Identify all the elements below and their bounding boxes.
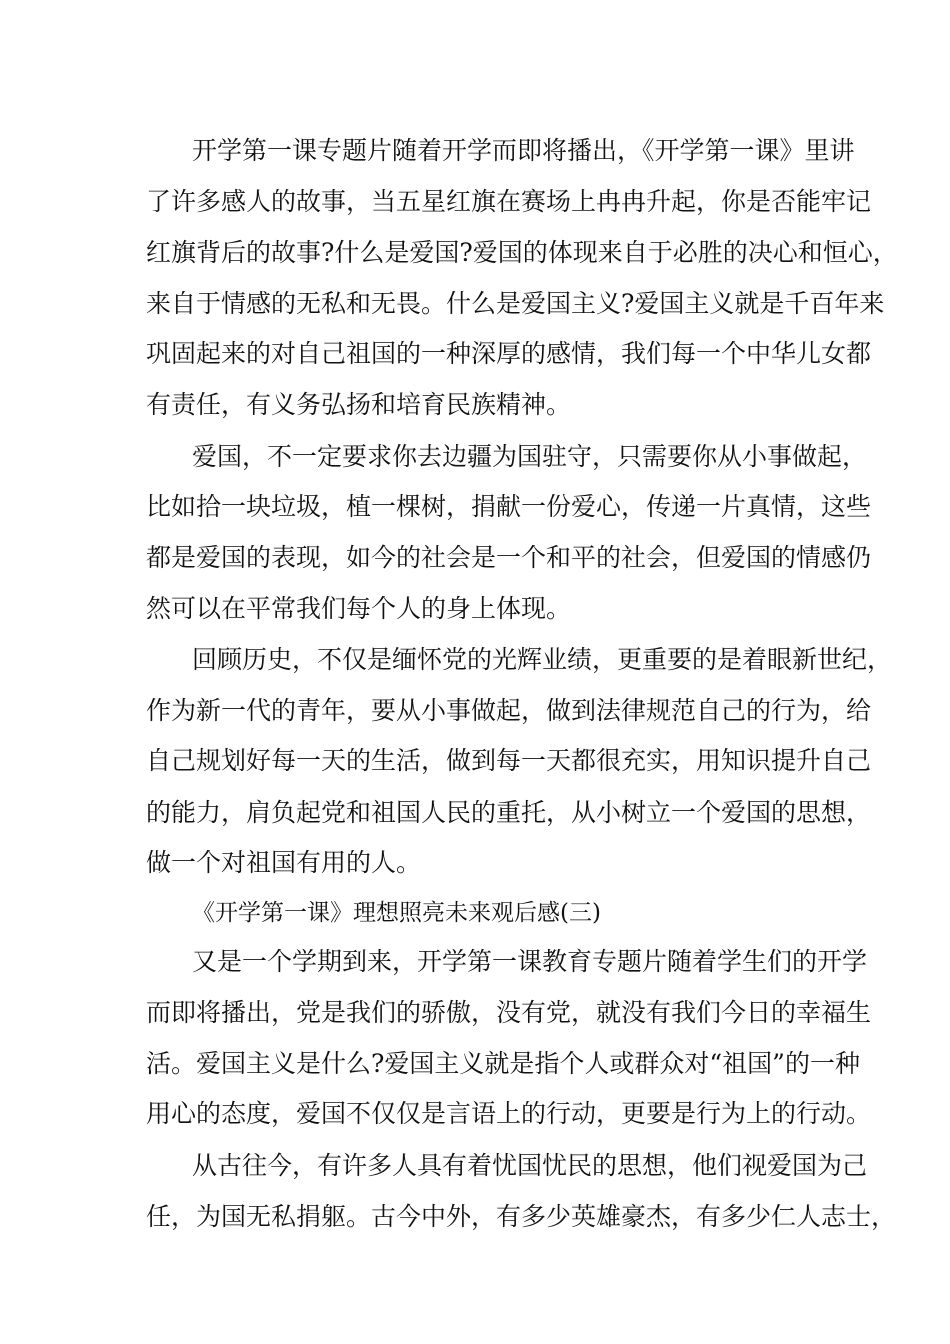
paragraph-3-line-4: 的能力，肩负起党和祖国人民的重托，从小树立一个爱国的思想， — [146, 798, 872, 827]
section-heading: 《开学第一课》理想照亮未来观后感(三) — [192, 900, 601, 926]
paragraph-1-line-6: 有责任，有义务弘扬和培育民族精神。 — [146, 390, 572, 419]
paragraph-4-line-4: 用心的态度，爱国不仅仅是言语上的行动，更要是行为上的行动。 — [146, 1099, 872, 1128]
paragraph-3-line-5: 做一个对祖国有用的人。 — [146, 848, 422, 877]
paragraph-2-line-3: 都是爱国的表现，如今的社会是一个和平的社会，但爱国的情感仍 — [146, 543, 872, 572]
paragraph-5-line-1: 从古往今，有许多人具有着忧国忧民的思想，他们视爱国为己 — [192, 1151, 868, 1180]
paragraph-5-line-2: 任，为国无私捐躯。古今中外，有多少英雄豪杰，有多少仁人志士， — [146, 1202, 897, 1231]
paragraph-1-line-5: 巩固起来的对自己祖国的一种深厚的感情，我们每一个中华儿女都 — [146, 339, 872, 368]
paragraph-1-line-3: 红旗背后的故事?什么是爱国?爱国的体现来自于必胜的决心和恒心， — [146, 238, 898, 267]
paragraph-1-line-4: 来自于情感的无私和无畏。什么是爱国主义?爱国主义就是千百年来 — [146, 289, 885, 318]
paragraph-4-line-3: 活。爱国主义是什么?爱国主义就是指个人或群众对“祖国”的一种 — [146, 1049, 860, 1078]
paragraph-2-line-2: 比如拾一块垃圾，植一棵树，捐献一份爱心，传递一片真情，这些 — [146, 492, 872, 521]
paragraph-3-line-1: 回顾历史，不仅是缅怀党的光辉业绩，更重要的是着眼新世纪， — [192, 645, 893, 674]
paragraph-2-line-1: 爱国，不一定要求你去边疆为国驻守，只需要你从小事做起， — [192, 442, 868, 471]
paragraph-2-line-4: 然可以在平常我们每个人的身上体现。 — [146, 594, 572, 623]
paragraph-1-line-2: 了许多感人的故事，当五星红旗在赛场上冉冉升起，你是否能牢记 — [146, 187, 872, 216]
paragraph-3-line-3: 自己规划好每一天的生活，做到每一天都很充实，用知识提升自己 — [146, 746, 872, 775]
paragraph-4-line-1: 又是一个学期到来，开学第一课教育专题片随着学生们的开学 — [192, 947, 868, 976]
paragraph-1-line-1: 开学第一课专题片随着开学而即将播出，《开学第一课》里讲 — [192, 136, 855, 165]
paragraph-4-line-2: 而即将播出，党是我们的骄傲，没有党，就没有我们今日的幸福生 — [146, 998, 872, 1027]
paragraph-3-line-2: 作为新一代的青年，要从小事做起，做到法律规范自己的行为，给 — [146, 696, 872, 725]
